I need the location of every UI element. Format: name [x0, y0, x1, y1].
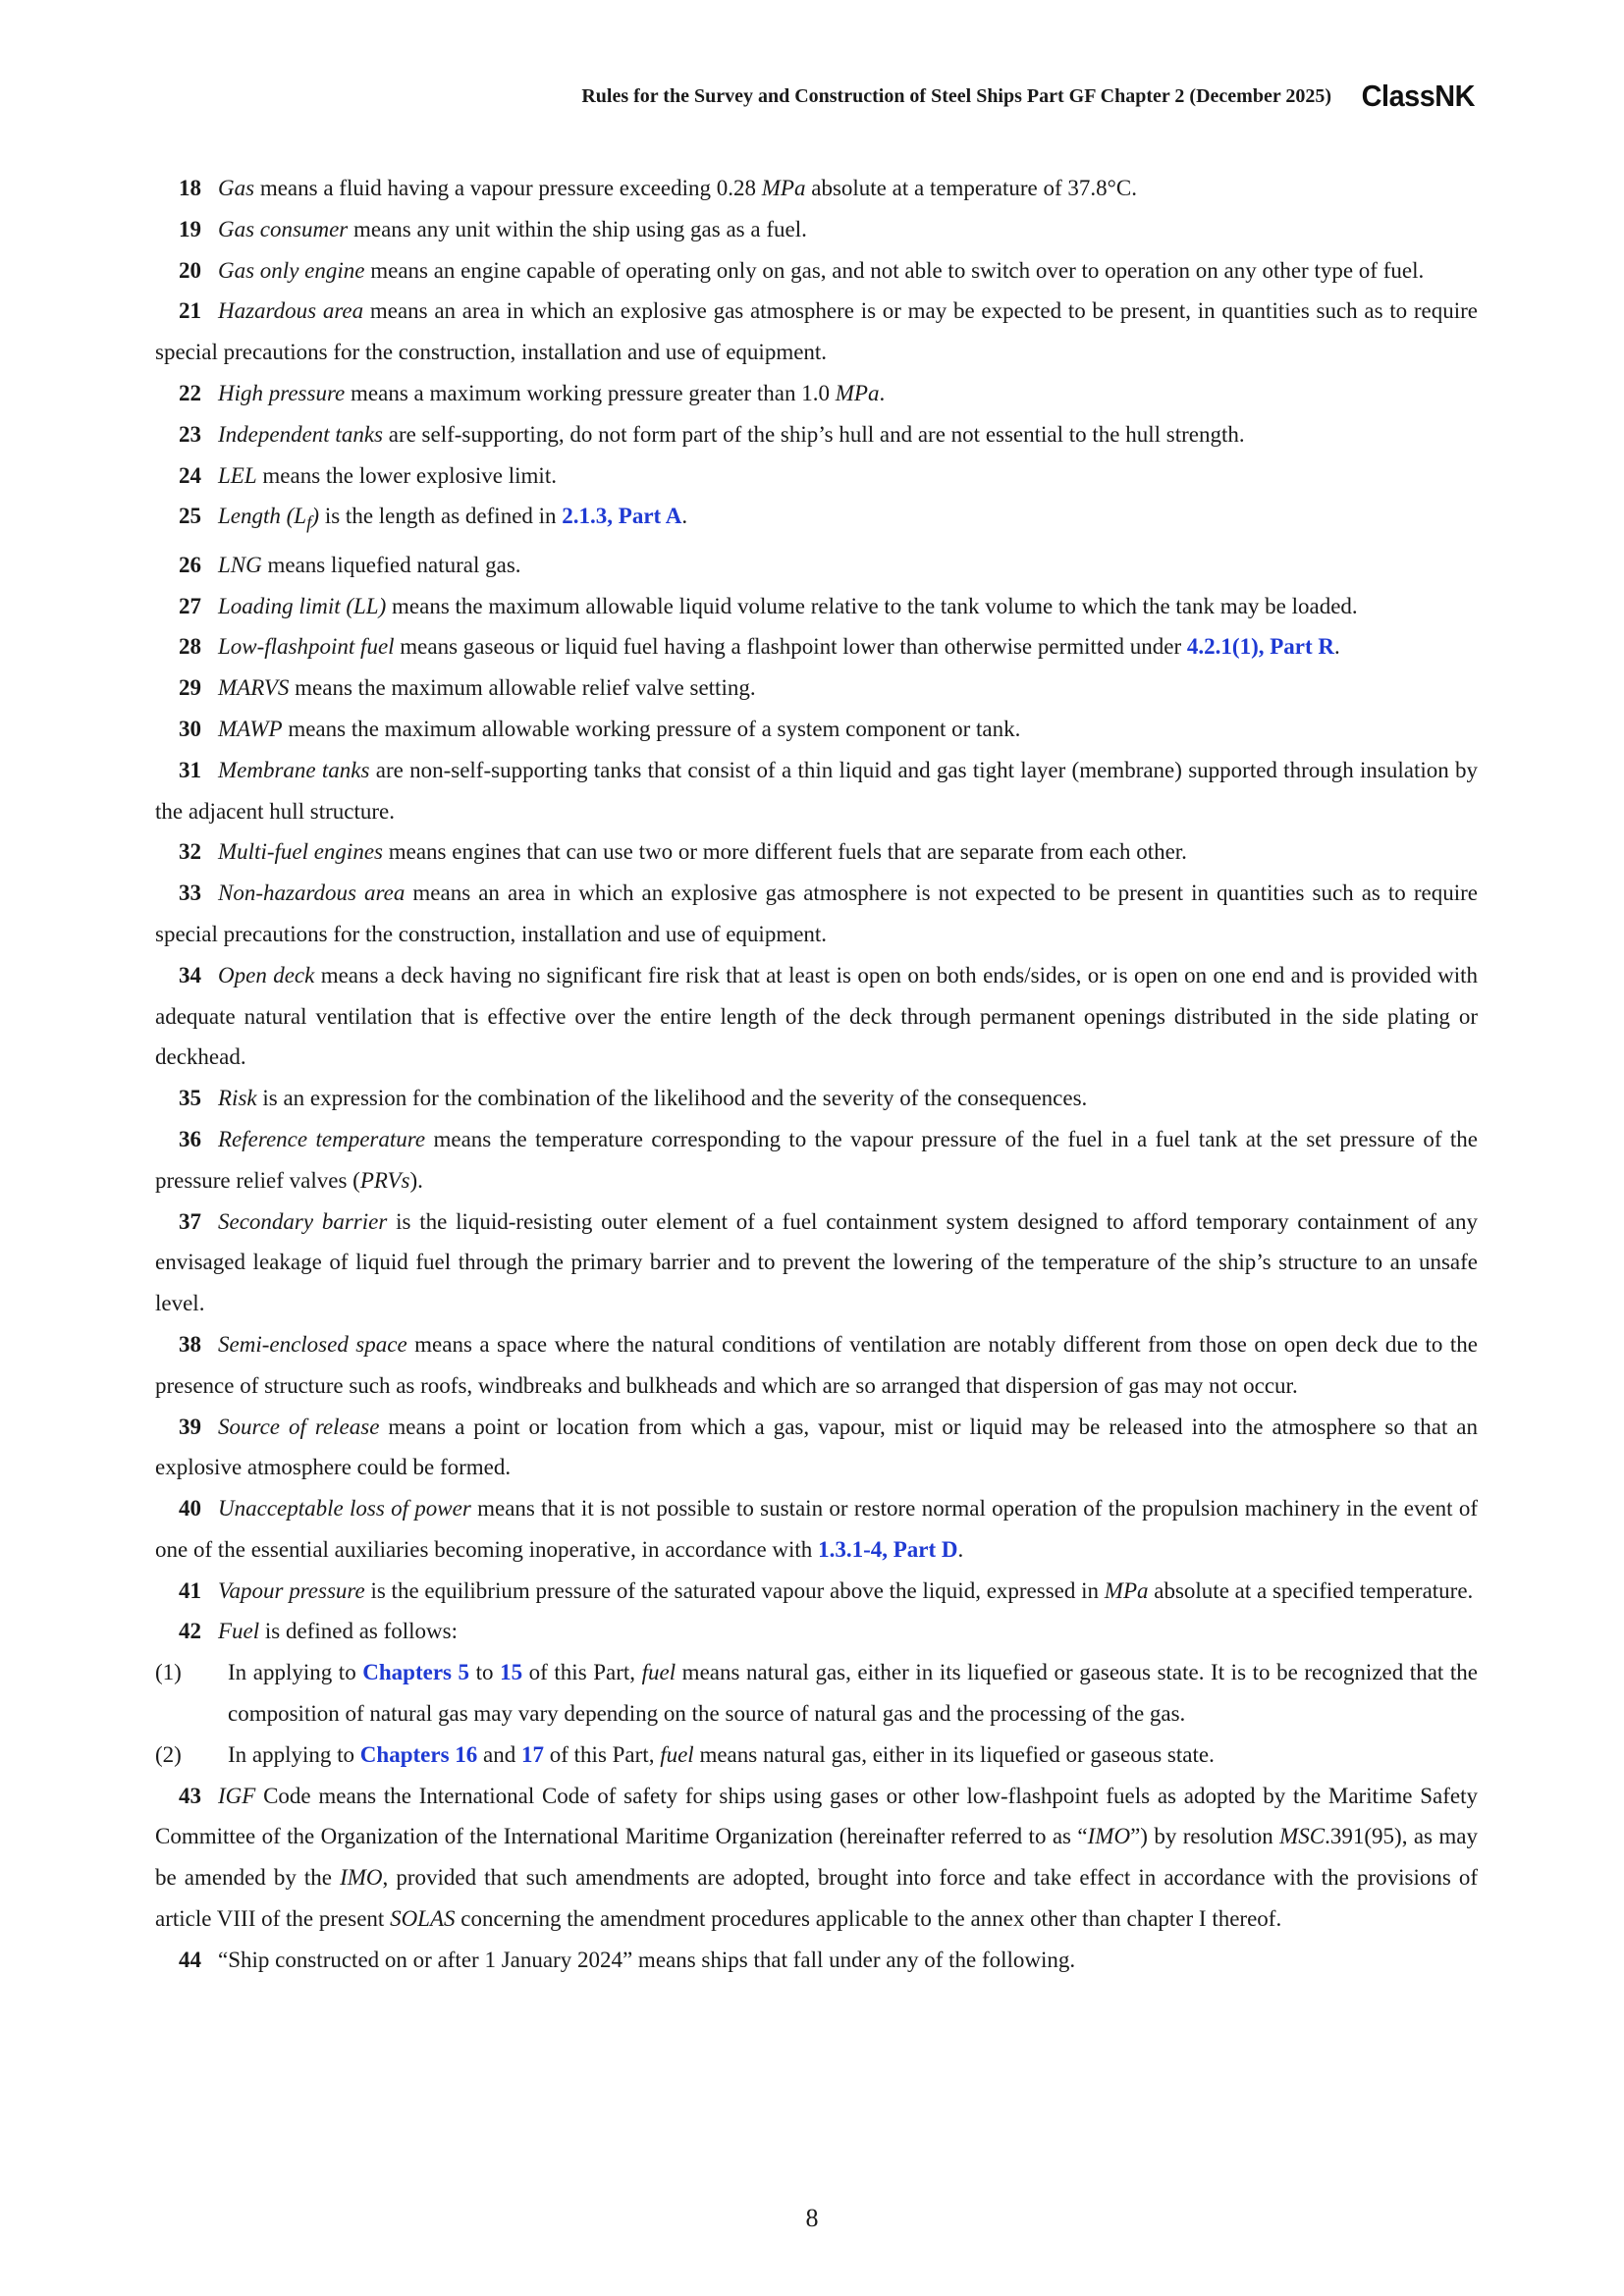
- definition-34: 34 Open deck means a deck having no significant fire risk that at least is open on both ends/sides, or is open on one end and is provided with adequate natural ventilation that is effective over the entire length of the deck through permanent openings distributed in the side plating or deckhead.: [155, 962, 1478, 1070]
- page-number: 8: [805, 2204, 819, 2232]
- definition-32: 32 Multi-fuel engines means engines that can use two or more different fuels that are separate from each other.: [179, 839, 1187, 865]
- cross-reference-link[interactable]: 2.1.3, Part A: [562, 504, 682, 529]
- definition-31: 31 Membrane tanks are non-self-supporting tanks that consist of a thin liquid and gas tight layer (membrane) supported through insulation by the adjacent hull structure.: [155, 757, 1479, 824]
- definition-26: 26 LNG means liquefied natural gas.: [179, 552, 521, 577]
- definition-40: 40 Unacceptable loss of power means that it is not possible to sustain or restore normal operation of the propulsion machinery in the event of one of the essential auxiliaries becoming inoperative, in accordance with 1.3.1-4, Part D.: [155, 1496, 1479, 1562]
- definition-41: 41 Vapour pressure is the equilibrium pressure of the saturated vapour above the liquid, expressed in MPa absolute at a specified temperature.: [179, 1577, 1474, 1603]
- definition-36: 36 Reference temperature means the temperature corresponding to the vapour pressure of the fuel in a fuel tank at the set pressure of the pressure relief valves (PRVs).: [155, 1126, 1478, 1193]
- definition-33: 33 Non-hazardous area means an area in which an explosive gas atmosphere is not expected to be present in quantities such as to require special precautions for the construction, installation and use of equipment.: [155, 881, 1478, 946]
- definition-27: 27 Loading limit (LL) means the maximum allowable liquid volume relative to the tank volume to which the tank may be loaded.: [179, 593, 1358, 618]
- definition-30: 30 MAWP means the maximum allowable working pressure of a system component or tank.: [179, 716, 1021, 741]
- page-header: [581, 79, 1475, 114]
- definition-39: 39 Source of release means a point or location from which a gas, vapour, mist or liquid may be released into the atmosphere so that an explosive atmosphere could be formed.: [155, 1414, 1479, 1480]
- definition-37: 37 Secondary barrier is the liquid-resisting outer element of a fuel containment system designed to afford temporary containment of any envisaged leakage of liquid fuel through the primary barrier and to prevent the lowering of the temperature of the ship’s structure to an unsafe level.: [155, 1208, 1479, 1316]
- definition-35: 35 Risk is an expression for the combination of the likelihood and the severity of the consequences.: [179, 1086, 1088, 1111]
- definitions-body: [155, 168, 1478, 1981]
- definition-20: 20 Gas only engine means an engine capable of operating only on gas, and not able to switch over to operation on any other type of fuel.: [179, 257, 1425, 283]
- definition-29: 29 MARVS means the maximum allowable relief valve setting.: [179, 675, 756, 701]
- definition-24: 24 LEL means the lower explosive limit.: [179, 462, 557, 488]
- cross-reference-link[interactable]: 4.2.1(1), Part R: [1186, 634, 1335, 660]
- cross-reference-link[interactable]: 17: [521, 1741, 544, 1767]
- header-title: Rules for the Survey and Construction of Steel Ships Part GF Chapter 2 (December 2025): [581, 84, 1331, 107]
- definition-23: 23 Independent tanks are self-supporting, do not form part of the ship’s hull and are not essential to the hull strength.: [179, 421, 1245, 447]
- definition-28: 28 Low-flashpoint fuel means gaseous or liquid fuel having a flashpoint lower than otherwise permitted under 4.2.1(1), Part R.: [179, 634, 1340, 660]
- definition-38: 38 Semi-enclosed space means a space where the natural conditions of ventilation are notably different from those on open deck due to the presence of structure such as roofs, windbreaks and bulkheads and which are so arranged that dispersion of gas may not occur.: [155, 1331, 1478, 1398]
- list-item: (1) In applying to Chapters 5 to 15 of this Part, fuel means natural gas, either in its liquefied or gaseous state. It is to be recognized that the composition of natural gas may vary depending on the source of natural gas and the processing of the gas.: [155, 1660, 1478, 1727]
- definition-43: 43 IGF Code means the International Code of safety for ships using gases or other low-flashpoint fuels as adopted by the Maritime Safety Committee of the Organization of the International Maritime Organization (hereinafter referred to as “IMO”) by resolution MSC.391(95), as may be amended by the IMO, provided that such amendments are adopted, brought into force and take effect in accordance with the provisions of article VIII of the present SOLAS concerning the amendment procedures applicable to the annex other than chapter I thereof.: [155, 1783, 1479, 1932]
- cross-reference-link[interactable]: Chapters 5: [362, 1660, 470, 1685]
- definition-25: 25 Length $(L_f)$ is the length as defined in 2.1.3, Part A.: [179, 504, 688, 534]
- definition-22: 22 High pressure means a maximum working pressure greater than 1.0 MPa.: [179, 380, 886, 405]
- definition-18: 18 Gas means a fluid having a vapour pressure exceeding 0.28 MPa absolute at a temperature of 37.8°C.: [179, 176, 1137, 200]
- definition-44: 44 “Ship constructed on or after 1 January 2024” means ships that fall under any of the following.: [179, 1947, 1076, 1972]
- definition-42: 42 Fuel is defined as follows:: [179, 1619, 459, 1644]
- cross-reference-link[interactable]: Chapters 16: [359, 1741, 478, 1767]
- cross-reference-link[interactable]: 1.3.1-4, Part D: [818, 1536, 958, 1562]
- classnk-logo: ClassNK: [1361, 79, 1475, 113]
- definition-21: 21 Hazardous area means an area in which an explosive gas atmosphere is or may be expected to be present, in quantities such as to require special precautions for the construction, installation and use of equipment.: [155, 298, 1478, 365]
- list-item: (2) In applying to Chapters 16 and 17 of this Part, fuel means natural gas, either in its liquefied or gaseous state.: [155, 1741, 1215, 1767]
- definition-19: 19 Gas consumer means any unit within the ship using gas as a fuel.: [179, 216, 807, 241]
- cross-reference-link[interactable]: 15: [500, 1660, 523, 1685]
